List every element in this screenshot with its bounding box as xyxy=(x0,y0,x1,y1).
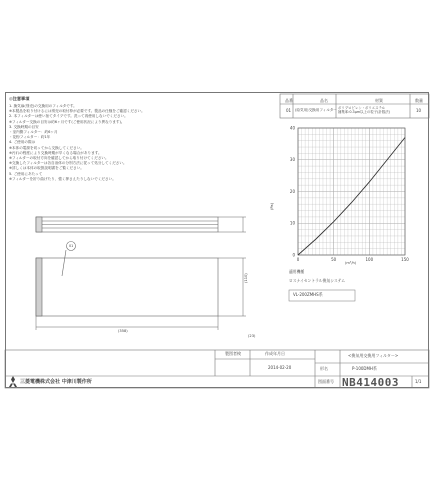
col-header-material: 材質 xyxy=(375,98,383,103)
width-dimension xyxy=(36,316,218,330)
callout-leader xyxy=(62,250,66,276)
company-name: 三菱電機株式会社 中津川製作所 xyxy=(20,379,92,385)
row-name: (給気用)交換用フィルター xyxy=(295,108,337,112)
chart-y-tick: 10 xyxy=(289,220,295,226)
page-number: 1/1 xyxy=(415,379,422,384)
front-view-end-cap xyxy=(36,258,42,316)
drawing-no-label: 図面番号 xyxy=(318,379,334,384)
note-line: ・花粉フィルター：約1年 xyxy=(9,135,51,140)
logo-diamond-left xyxy=(9,384,13,388)
notes-title: ◎注意事項 xyxy=(9,96,30,101)
note-line: ※交換したフィルターは各自治体の分別方法に従って処分してください。 xyxy=(9,161,127,166)
parts-table-grid xyxy=(280,94,429,118)
row-material: ポリプロピレン・ポリエステル 捕集率:0.3μm以上の粒子(計数法) xyxy=(338,106,390,115)
chart-x-tick: 50 xyxy=(331,257,337,262)
chart-x-tick: 100 xyxy=(365,257,374,262)
side-view-end-cap xyxy=(36,217,42,232)
dim-thickness-label: (23) xyxy=(248,334,256,338)
filter-front-view xyxy=(36,242,218,317)
row-no: 01 xyxy=(286,108,292,113)
col-header-name: 品名 xyxy=(320,98,328,103)
note-line: 3. 交換時期の目安 xyxy=(9,124,39,129)
note-line: ・室内側フィルター：約6ヶ月 xyxy=(9,130,58,134)
dim-height-label: (110) xyxy=(244,273,248,283)
applicable-label: 適用機種 xyxy=(289,269,305,274)
note-line: ※汚れの程度により交換時期が早くなる場合があります。 xyxy=(9,150,102,155)
dim-width-label: (358) xyxy=(118,329,128,333)
note-line: ※詳しくは本体の取扱説明書をご覧ください。 xyxy=(9,166,84,171)
model-value: P-100DMH系 xyxy=(352,366,377,371)
drawing-number: NB414003 xyxy=(342,376,399,389)
note-line: 2. 本フィルターは使い捨てタイプです。洗って再使用しないでください。 xyxy=(9,114,128,119)
callout-label: 01 xyxy=(69,244,74,248)
mitsubishi-logo-icon xyxy=(9,376,17,387)
note-line: ※本体の電源を切ってから交換してください。 xyxy=(9,145,84,150)
note-line: ※フィルター交換の目安は約6ヶ月です(ご使用状況により異なります)。 xyxy=(9,119,125,124)
date-label: 作成年月日 xyxy=(265,351,285,356)
model-label: 形名 xyxy=(320,366,328,371)
note-line: ※本製品を取り付けるには別売の取付枠が必要です。製品の仕様をご確認ください。 xyxy=(9,109,145,114)
col-header-qty: 数量 xyxy=(415,98,423,103)
chart-y-label: (Pa) xyxy=(270,202,274,210)
chart-x-label: (m³/h) xyxy=(345,261,357,265)
chart-y-tick: 0 xyxy=(292,252,295,258)
row-qty: 10 xyxy=(416,108,422,113)
chart-y-tick: 20 xyxy=(289,188,295,194)
note-line: 5. ご使用にあたって xyxy=(9,171,43,176)
filter-side-view xyxy=(36,217,218,232)
note-line: 1. 換気扇(別売)の交換用のフィルタです。 xyxy=(9,104,77,108)
chart-y-tick: 30 xyxy=(289,157,295,163)
chart-x-tick: 0 xyxy=(296,257,300,262)
note-line: ※フィルターを折り曲げたり、強く押さえたりしないでください。 xyxy=(9,176,116,181)
chart-x-tick: 150 xyxy=(401,257,409,262)
logo-diamond-top xyxy=(11,376,15,383)
thickness-dimension xyxy=(218,217,246,232)
height-dimension xyxy=(218,258,246,316)
logo-diamond-right xyxy=(13,384,17,388)
product-name: <換気用交換用フィルター> xyxy=(348,353,399,358)
note-line: ※フィルターの取付方向を確認してから取り付けてください。 xyxy=(9,156,109,160)
date-value: 2014-02-20 xyxy=(268,365,292,370)
applicable-model: VL-200ZMHS系 xyxy=(293,292,323,297)
applicable-description: ロスナイセントラル換気システム xyxy=(289,278,346,283)
chart-y-tick: 40 xyxy=(289,125,295,131)
pressure-loss-chart xyxy=(290,125,409,262)
approval-label: 製図者検 xyxy=(225,351,241,356)
note-line: 4. ご使用の際は xyxy=(9,140,36,145)
col-header-no: 品番 xyxy=(285,98,293,103)
parts-table-frame xyxy=(280,94,429,118)
